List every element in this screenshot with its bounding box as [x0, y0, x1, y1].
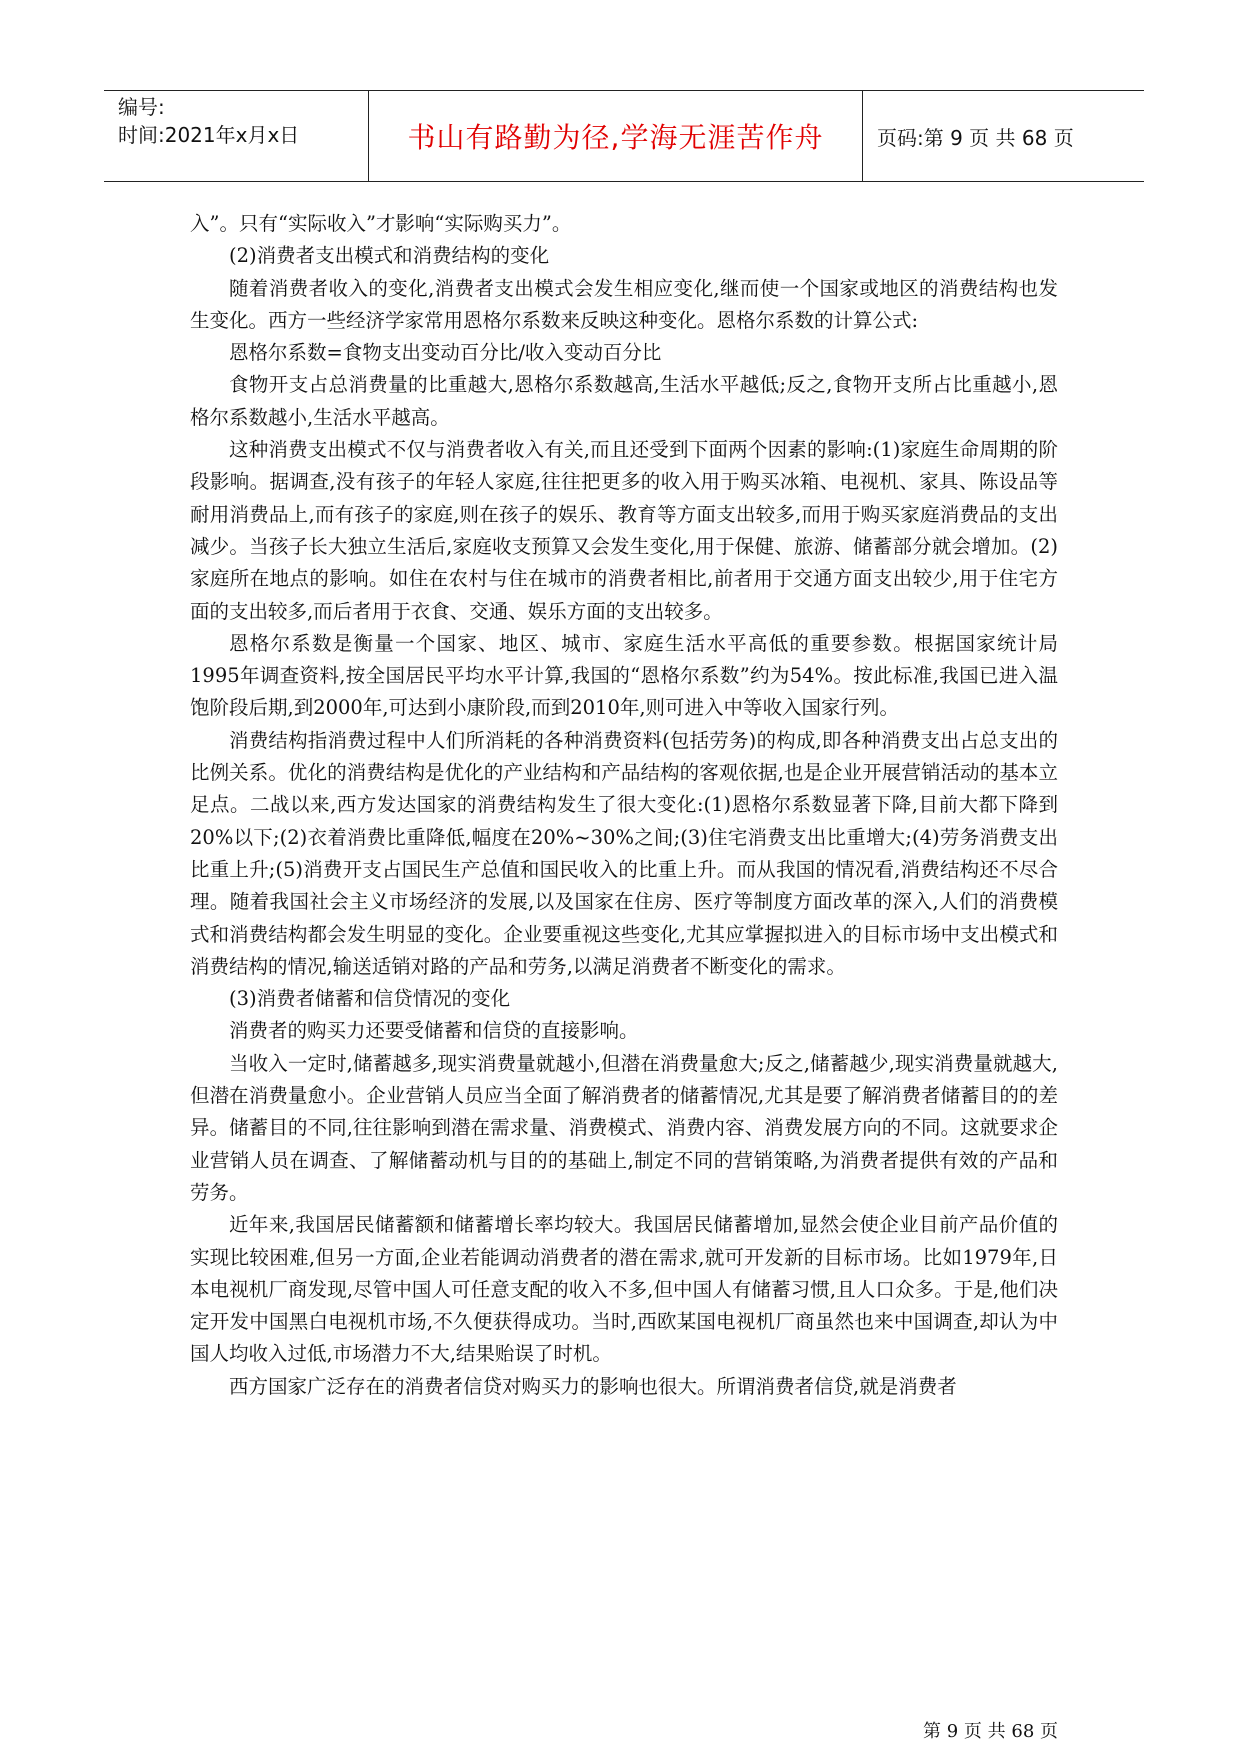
paragraph: 西方国家广泛存在的消费者信贷对购买力的影响也很大。所谓消费者信贷,就是消费者 [229, 1374, 957, 1398]
section-heading-2: (2)消费者支出模式和消费结构的变化 [229, 244, 550, 268]
header-page-cell [863, 91, 1144, 181]
header-table [104, 90, 1144, 182]
paragraph: 随着消费者收入的变化,消费者支出模式会发生相应变化,继而使一个国家或地区的消费结构也发生变化。西方一些经济学家常用恩格尔系数来反映这种变化。恩格尔系数的计算公式: [190, 276, 1058, 332]
formula-line: 恩格尔系数=食物支出变动百分比/收入变动百分比 [229, 341, 662, 365]
page-footer: 第 9 页 共 68 页 [923, 1721, 1058, 1742]
header-motto-cell [368, 91, 863, 181]
paragraph: 食物开支占总消费量的比重越大,恩格尔系数越高,生活水平越低;反之,食物开支所占比重越小,恩格尔系数越小,生活水平越高。 [190, 373, 1058, 429]
page-code-label: 页码:第 9 页 共 68 页 [877, 125, 1074, 150]
paragraph: 消费者的购买力还要受储蓄和信贷的直接影响。 [229, 1019, 639, 1043]
paragraph: 近年来,我国居民储蓄额和储蓄增长率均较大。我国居民储蓄增加,显然会使企业目前产品价值的实现比较困难,但另一方面,企业若能调动消费者的潜在需求,就可开发新的目标市场。比如1979年,日本电视机厂商发现,尽管中国人可任意支配的收入不多,但中国人有储蓄习惯,且人口众多。于是,他们决定开发中国黑白电视机市场,不久便获得成功。当时,西欧某国电视机厂商虽然也来中国调查,却认为中国人均收入过低,市场潜力不大,结果贻误了时机。 [190, 1213, 1058, 1366]
paragraph: 这种消费支出模式不仅与消费者收入有关,而且还受到下面两个因素的影响:(1)家庭生命周期的阶段影响。据调查,没有孩子的年轻人家庭,往往把更多的收入用于购买冰箱、电视机、家具、陈设品等耐用消费品上,而有孩子的家庭,则在孩子的娱乐、教育等方面支出较多,而用于购买家庭消费品的支出减少。当孩子长大独立生活后,家庭收支预算又会发生变化,用于保健、旅游、储蓄部分就会增加。(2)家庭所在地点的影响。如住在农村与住在城市的消费者相比,前者用于交通方面支出较少,用于住宅方面的支出较多,而后者用于衣食、交通、娱乐方面的支出较多。 [190, 438, 1058, 623]
paragraph: 当收入一定时,储蓄越多,现实消费量就越小,但潜在消费量愈大;反之,储蓄越少,现实消费量就越大,但潜在消费量愈小。企业营销人员应当全面了解消费者的储蓄情况,尤其是要了解消费者储蓄目的的差异。储蓄目的不同,往往影响到潜在需求量、消费模式、消费内容、消费发展方向的不同。这就要求企业营销人员在调查、了解储蓄动机与目的的基础上,制定不同的营销策略,为消费者提供有效的产品和劳务。 [190, 1051, 1058, 1204]
document-number-label: 编号: [118, 95, 165, 119]
document-time-label: 时间:2021年x月x日 [118, 123, 300, 147]
header-info-cell [104, 91, 368, 181]
document-body [190, 208, 1058, 1403]
section-heading-3: (3)消费者储蓄和信贷情况的变化 [229, 987, 511, 1011]
motto-text: 书山有路勤为径,学海无涯苦作舟 [407, 121, 824, 154]
paragraph: 消费结构指消费过程中人们所消耗的各种消费资料(包括劳务)的构成,即各种消费支出占总支出的比例关系。优化的消费结构是优化的产业结构和产品结构的客观依据,也是企业开展营销活动的基本立足点。二战以来,西方发达国家的消费结构发生了很大变化:(1)恩格尔系数显著下降,目前大都下降到20%以下;(2)衣着消费比重降低,幅度在20%~30%之间;(3)住宅消费支出比重增大;(4)劳务消费支出比重上升;(5)消费开支占国民生产总值和国民收入的比重上升。而从我国的情况看,消费结构还不尽合理。随着我国社会主义市场经济的发展,以及国家在住房、医疗等制度方面改革的深入,人们的消费模式和消费结构都会发生明显的变化。企业要重视这些变化,尤其应掌握拟进入的目标市场中支出模式和消费结构的情况,输送适销对路的产品和劳务,以满足消费者不断变化的需求。 [190, 728, 1058, 978]
paragraph-continuation: 入”。只有“实际收入”才影响“实际购买力”。 [190, 212, 572, 235]
paragraph: 恩格尔系数是衡量一个国家、地区、城市、家庭生活水平高低的重要参数。根据国家统计局1995年调查资料,按全国居民平均水平计算,我国的“恩格尔系数”约为54%。按此标准,我国已进入温饱阶段后期,到2000年,可达到小康阶段,而到2010年,则可进入中等收入国家行列。 [190, 631, 1058, 720]
